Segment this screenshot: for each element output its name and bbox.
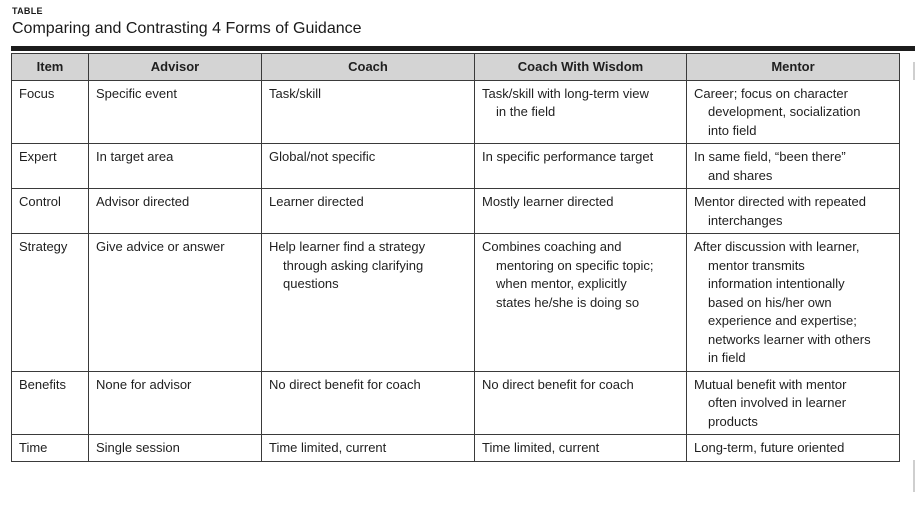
guidance-comparison-table: [11, 53, 900, 462]
cell-mentor-line: and shares: [708, 167, 773, 183]
table-body: [12, 80, 900, 461]
table-title: Comparing and Contrasting 4 Forms of Guidance: [12, 20, 362, 37]
cell-mentor-line: development, socialization: [708, 104, 861, 119]
table-row: [12, 144, 900, 189]
table-row: [12, 435, 900, 462]
title-rule: [11, 46, 915, 51]
cell-item: Focus: [12, 80, 89, 144]
cell-mentor-line: in field: [708, 350, 746, 365]
cell-coach: [262, 371, 475, 435]
cell-coach-with-wisdom-line: Time limited, current: [482, 440, 600, 455]
cell-advisor: Give advice or answer: [89, 234, 262, 372]
cell-mentor-line: products: [708, 413, 758, 429]
cell-mentor-line: Mutual benefit with mentor: [694, 376, 847, 392]
cell-mentor: [687, 80, 900, 144]
cell-coach-with-wisdom: [475, 435, 687, 462]
cell-coach-with-wisdom-line: states he/she is doing so: [496, 294, 640, 310]
header-coach: Coach: [262, 54, 475, 81]
cell-coach-with-wisdom: [475, 371, 687, 435]
cell-mentor-line: mentor transmits: [708, 257, 805, 273]
cell-coach-with-wisdom-line: when mentor, explicitly: [496, 276, 627, 291]
cell-coach-with-wisdom: [475, 234, 687, 372]
cell-advisor: Specific event: [89, 80, 262, 144]
cell-mentor-line: In same field, “been there”: [694, 149, 846, 164]
edge-mark: [913, 460, 915, 492]
cell-mentor: [687, 189, 900, 234]
header-mentor: Mentor: [687, 54, 900, 81]
cell-coach: [262, 435, 475, 462]
cell-mentor: [687, 234, 900, 372]
cell-mentor-line: information intentionally: [708, 276, 845, 291]
cell-coach-line: through asking clarifying: [283, 257, 424, 273]
cell-coach: [262, 80, 475, 144]
cell-mentor-line: Mentor directed with repeated: [694, 194, 866, 209]
cell-coach-line: Global/not specific: [269, 149, 376, 164]
cell-coach-with-wisdom: [475, 144, 687, 189]
cell-coach-with-wisdom-line: Task/skill with long-term view: [482, 85, 649, 101]
cell-advisor: None for advisor: [89, 371, 262, 435]
table-row: [12, 234, 900, 372]
table-row: [12, 371, 900, 435]
cell-coach-line: No direct benefit for coach: [269, 376, 421, 392]
cell-coach-line: Learner directed: [269, 194, 364, 209]
table-row: [12, 189, 900, 234]
cell-coach: [262, 234, 475, 372]
cell-mentor: [687, 144, 900, 189]
cell-mentor: [687, 435, 900, 462]
cell-item: Benefits: [12, 371, 89, 435]
cell-mentor-line: into field: [708, 122, 757, 138]
cell-mentor-line: networks learner with others: [708, 331, 871, 347]
cell-mentor-line: interchanges: [708, 212, 783, 228]
cell-coach-line: Task/skill: [269, 85, 322, 101]
table-kicker: TABLE: [12, 6, 43, 16]
cell-advisor: Single session: [89, 435, 262, 462]
header-item: Item: [12, 54, 89, 81]
cell-coach-with-wisdom-line: In specific performance target: [482, 149, 654, 164]
cell-mentor-line: often involved in learner: [708, 395, 847, 410]
header-advisor: Advisor: [89, 54, 262, 81]
cell-coach: [262, 189, 475, 234]
cell-coach-with-wisdom-line: No direct benefit for coach: [482, 376, 634, 392]
cell-coach-with-wisdom: [475, 80, 687, 144]
edge-mark: [913, 62, 915, 80]
cell-advisor: In target area: [89, 144, 262, 189]
cell-coach-with-wisdom-line: in the field: [496, 104, 556, 119]
cell-mentor-line: After discussion with learner,: [694, 239, 860, 254]
cell-coach-with-wisdom-line: Mostly learner directed: [482, 194, 614, 209]
cell-coach-line: questions: [283, 276, 339, 291]
cell-mentor-line: experience and expertise;: [708, 313, 857, 328]
cell-coach: [262, 144, 475, 189]
cell-coach-with-wisdom: [475, 189, 687, 234]
cell-item: Control: [12, 189, 89, 234]
cell-coach-line: Help learner find a strategy: [269, 239, 426, 254]
cell-coach-with-wisdom-line: Combines coaching and: [482, 239, 622, 254]
cell-item: Strategy: [12, 234, 89, 372]
cell-coach-line: Time limited, current: [269, 440, 387, 455]
cell-mentor-line: based on his/her own: [708, 294, 832, 310]
cell-mentor-line: Long-term, future oriented: [694, 440, 845, 455]
cell-mentor: [687, 371, 900, 435]
cell-advisor: Advisor directed: [89, 189, 262, 234]
cell-item: Expert: [12, 144, 89, 189]
header-coach-with-wisdom: Coach With Wisdom: [475, 54, 687, 81]
cell-mentor-line: Career; focus on character: [694, 85, 848, 101]
table-row: [12, 80, 900, 144]
header-row: [12, 54, 900, 81]
cell-item: Time: [12, 435, 89, 462]
cell-coach-with-wisdom-line: mentoring on specific topic;: [496, 257, 654, 273]
